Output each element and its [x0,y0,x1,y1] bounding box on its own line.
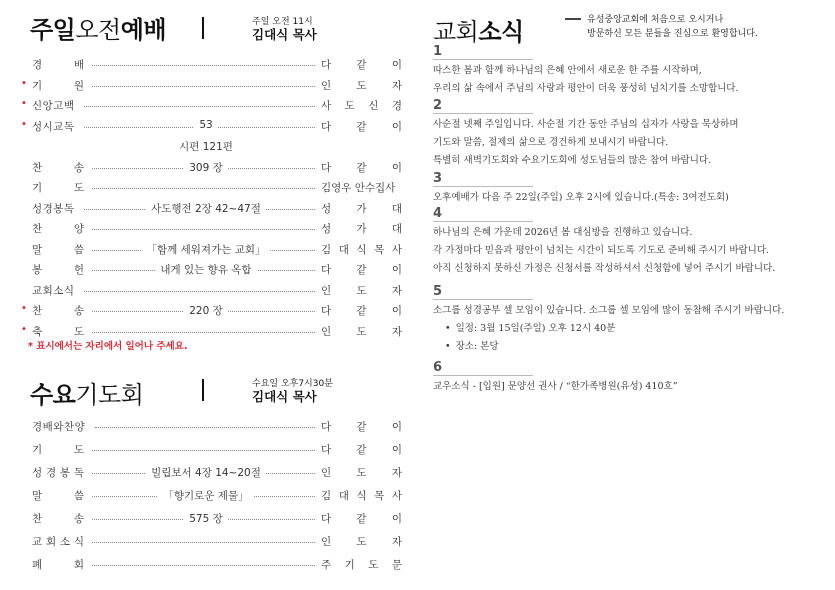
order-row [32,557,407,575]
news-rule [433,375,533,376]
news-item [433,171,729,207]
order-label-char: 독 [73,467,84,479]
order-leader-char: 다 [321,120,332,133]
order-leader-char: 도 [356,79,367,92]
order-label [32,511,84,526]
news-item [433,284,784,356]
order-row [32,419,407,437]
dotted-leader [92,63,315,66]
order-label-char: 기 [32,182,43,194]
order-label-char: 원 [73,79,84,92]
order-leader-name [321,221,402,236]
order-detail [102,242,310,257]
order-detail-text: 309 장 [184,162,228,174]
news-text [433,378,678,396]
order-detail [102,160,310,175]
order-label-char: 성경봉독 [32,202,75,215]
order-leader-char: 다 [321,305,332,317]
wednesday-service-title: 수요기도회 [30,381,144,409]
order-label [32,419,85,434]
order-leader-char: 가 [356,202,367,215]
order-label-char: 찬 [32,223,43,235]
order-leader-char: 목 [374,243,385,256]
order-leader-name [321,442,402,457]
news-text [433,116,739,170]
order-detail [102,465,310,480]
sunday-order-list [21,57,407,357]
order-leader-char: 김영우 안수집사 [321,182,396,194]
order-label-char: 교 [32,536,43,548]
required-standing-bullet: • [21,323,27,335]
order-row [32,511,407,529]
order-leader-char: 같 [356,421,367,433]
order-leader-char: 대 [338,243,349,256]
order-label-char: 폐 [32,559,43,571]
order-label-char: 기 [32,79,43,92]
order-label-char: 신앙고백 [32,100,75,112]
order-leader-name [321,465,402,480]
order-leader-char: 인 [321,536,332,548]
order-leader-char: 이 [391,120,402,133]
order-leader-char: 목 [374,490,385,502]
order-leader-char: 김 [321,490,332,502]
news-item [433,98,739,170]
order-label-char: 봉 [59,467,71,479]
news-number: 1 [433,44,443,59]
order-leader-char: 자 [391,284,402,297]
order-leader-char: 도 [356,536,367,548]
order-leader-char: 도 [356,284,367,297]
order-row [32,160,407,178]
order-detail-text: 53 [194,119,217,131]
order-leader-char: 같 [356,264,367,276]
order-leader-char: 도 [344,100,355,112]
order-leader-char: 다 [321,161,332,174]
order-label-char: 말 [32,243,43,256]
order-label-char: 성 [32,467,43,479]
order-leader-char: 사 [321,100,332,112]
dotted-leader [92,563,315,566]
order-leader-name [321,283,402,298]
dotted-leader [92,227,315,230]
order-label-char: 경 [32,59,43,71]
order-detail-text: 시편 121편 [174,141,238,153]
order-label [32,57,84,72]
order-label-char: 씀 [73,490,84,502]
news-item [433,360,678,396]
required-standing-bullet: • [21,118,27,130]
order-leader-char: 이 [391,513,402,525]
order-leader-char: 이 [391,444,402,456]
order-leader-char: 인 [321,79,332,92]
order-label [32,324,84,339]
order-label-char: 봉 [32,264,43,276]
dotted-leader [92,448,315,451]
order-detail-text: 내게 있는 향유 옥합 [155,264,256,276]
order-row [32,262,407,280]
wednesday-service-time: 수요일 오후7시30분 [252,379,333,389]
order-leader-name [321,57,402,72]
order-detail-text: 빌립보서 4장 14~20절 [146,467,266,479]
news-line: 우리의 삶 속에서 주님의 사랑과 평안이 더욱 풍성히 넘치기를 소망합니다. [433,83,739,94]
order-detail-text: 「함께 세워져가는 교회」 [142,244,271,256]
welcome-line-1: 유성중앙교회에 처음으로 오시거나 [587,15,724,25]
news-rule [433,221,533,222]
order-label [32,242,84,257]
welcome-line-2: 방문하신 모든 분들을 진심으로 환영합니다. [587,29,758,39]
order-detail [102,201,310,216]
order-label [32,488,84,503]
dotted-leader [92,186,315,189]
order-detail [102,262,310,277]
order-leader-char: 도 [356,325,367,338]
order-leader-name [321,557,402,572]
order-leader-name [321,119,402,134]
order-row [32,442,407,460]
order-label-char: 경 [45,467,57,479]
order-detail [102,511,310,526]
order-leader-name [321,98,402,113]
dotted-leader [92,540,315,543]
order-row [32,488,407,506]
order-label-char: 회 [45,536,57,548]
order-leader-char: 같 [356,444,367,456]
order-label-char: 도 [73,325,84,338]
order-leader-char: 대 [391,202,402,215]
order-leader-char: 다 [321,59,332,71]
order-leader-char: 성 [321,223,332,235]
order-label-char: 도 [73,182,84,194]
order-leader-char: 다 [321,444,332,456]
order-leader-name [321,303,402,318]
required-standing-bullet: • [21,98,27,109]
order-leader-char: 이 [391,59,402,71]
order-leader-char: 같 [356,59,367,71]
news-line: 아직 신청하지 못하신 가정은 신청서를 작성하셔서 신청함에 넣어 주시기 바랍니다. [433,263,776,274]
required-standing-bullet: • [21,77,27,89]
order-leader-name [321,242,402,257]
order-leader-char: 자 [391,467,402,479]
order-row [32,534,407,552]
order-leader-char: 사 [391,243,402,256]
order-detail-text: 575 장 [184,513,228,525]
order-label [32,98,75,113]
order-label-char: 헌 [73,264,84,276]
order-row [32,242,407,260]
order-label-char: 송 [73,513,84,525]
order-leader-char: 주 [321,559,332,571]
wednesday-preacher: 김대식 목사 [252,389,317,404]
order-label [32,557,84,572]
order-leader-char: 다 [321,513,332,525]
news-rule [433,113,533,114]
dotted-leader [84,289,315,292]
news-number: 3 [433,171,443,186]
order-label [32,303,84,318]
order-leader-char: 김 [321,243,332,256]
order-leader-char: 성 [321,202,332,215]
order-leader-char: 기 [344,559,355,571]
order-leader-name [321,201,402,216]
church-news-title: 교회소식 [433,18,524,46]
order-leader-name [321,160,402,175]
order-label-char: 성시교독 [32,120,75,133]
news-rule [433,59,533,60]
news-line: 사순절 넷째 주일입니다. 사순절 기간 동안 주님의 십자가 사랑을 묵상하며 [433,119,739,130]
news-bullet: • 장소: 본당 [433,338,784,356]
news-number: 5 [433,284,443,299]
order-row [21,77,407,96]
order-leader-char: 경 [391,100,402,112]
order-label [32,465,84,480]
order-label [32,442,84,457]
order-row [32,57,407,75]
news-text [433,224,775,278]
dotted-leader [95,425,315,428]
order-leader-char: 도 [368,559,379,571]
order-label [32,119,75,134]
order-label-char: 회 [73,559,84,571]
order-detail [102,488,310,503]
order-leader-char: 이 [391,305,402,317]
sunday-preacher: 김대식 목사 [252,27,317,42]
order-label-char: 배 [73,59,84,71]
order-leader-char: 대 [338,490,349,502]
order-label-char: 기 [32,444,43,456]
news-item [433,44,739,98]
order-label [32,221,84,236]
news-line: 기도와 말씀, 절제의 삶으로 경건하게 보내시기 바랍니다. [433,137,669,148]
order-leader-name [321,78,402,93]
order-row [32,139,407,157]
order-leader-char: 식 [356,243,367,256]
news-bullet: • 일정: 3월 15일(주일) 오후 12시 40분 [433,320,784,338]
order-leader-name [321,324,402,339]
order-label-char: 찬 [32,305,43,317]
news-text [433,302,784,356]
order-detail [102,139,310,154]
wednesday-order-list [32,419,407,579]
order-label-char: 소 [59,536,71,548]
order-detail-text: 「향기로운 제물」 [158,490,253,502]
order-leader-char: 이 [391,421,402,433]
order-leader-char: 같 [356,120,367,133]
order-leader-char: 같 [356,513,367,525]
order-leader-char: 자 [391,536,402,548]
news-rule [433,186,533,187]
order-leader-char: 도 [356,467,367,479]
order-label-char: 찬 [32,513,43,525]
sunday-service-title: 주일오전예배 [30,16,167,44]
order-label [32,534,84,549]
order-leader-char: 이 [391,161,402,174]
news-text [433,62,739,98]
news-line: 소그룹 성경공부 셀 모임이 있습니다. 소그룹 셀 모임에 많이 동참해 주시기 바랍니다. [433,305,785,316]
order-label [32,201,75,216]
standing-note: * 표시에서는 자리에서 일어나 주세요. [28,341,188,352]
order-leader-name [321,488,402,503]
order-label-char: 양 [73,223,84,235]
order-leader-char: 자 [391,79,402,92]
news-line: 하나님의 은혜 가운데 2026년 봄 대심방을 진행하고 있습니다. [433,227,693,238]
order-label [32,262,84,277]
order-leader-char: 같 [356,161,367,174]
order-detail-text: 220 장 [184,305,228,317]
welcome-dash [565,18,581,20]
order-leader-char: 다 [321,421,332,433]
order-row [21,98,407,116]
news-text [433,189,729,207]
order-leader-name [321,180,402,195]
order-leader-char: 다 [321,264,332,276]
news-line: 각 가정마다 믿음과 평안이 넘치는 시간이 되도록 기도로 준비해 주시기 바랍니다. [433,245,770,256]
order-leader-name [321,262,402,277]
order-detail [102,303,310,318]
news-rule [433,299,533,300]
title-divider [202,379,204,401]
order-leader-char: 식 [356,490,367,502]
order-leader-name [321,511,402,526]
order-row [21,303,407,321]
order-label [32,78,84,93]
order-row [32,283,407,301]
order-leader-char: 사 [391,490,402,502]
order-leader-char: 신 [368,100,379,112]
order-leader-char: 인 [321,325,332,338]
dotted-leader [84,104,315,107]
order-label-char: 교회소식 [32,284,75,297]
order-label-char: 경배와찬양 [32,421,86,433]
order-label-char: 식 [73,536,84,548]
order-label-char: 씀 [73,243,84,256]
required-standing-bullet: • [21,303,27,314]
order-leader-char: 인 [321,467,332,479]
order-label [32,180,84,195]
order-row [21,118,407,137]
sunday-service-time: 주일 오전 11시 [252,17,313,27]
order-label-char: 송 [73,305,84,317]
news-line: 따스한 봄과 함께 하나님의 은혜 안에서 새로운 한 주를 시작하며, [433,65,702,76]
dotted-leader [92,330,315,333]
order-leader-char: 이 [391,264,402,276]
order-row [32,180,407,198]
order-leader-name [321,534,402,549]
order-leader-char: 대 [391,223,402,235]
order-row [32,221,407,239]
order-leader-char: 같 [356,305,367,317]
order-label [32,160,84,175]
news-line: 오후예배가 다음 주 22일(주일) 오후 2시에 있습니다.(특송: 3여전도회) [433,192,729,203]
order-label-char: 축 [32,325,43,338]
order-detail [102,119,310,131]
title-divider [202,17,204,39]
news-list [433,44,823,394]
order-label-char: 송 [73,161,84,174]
order-detail-text: 사도행전 2장 42~47절 [146,203,266,215]
news-line: 교우소식 - [입원] 문양선 권사 / “한가족병원(유성) 410호” [433,381,678,392]
order-leader-char: 자 [391,325,402,338]
order-row [32,465,407,483]
news-number: 4 [433,206,443,221]
order-label [32,283,75,298]
order-leader-char: 인 [321,284,332,297]
news-item [433,206,775,278]
news-line: 특별히 새벽기도회와 수요기도회에 성도님들의 많은 참여 바랍니다. [433,155,712,166]
order-row [32,201,407,219]
order-leader-char: 가 [356,223,367,235]
news-number: 6 [433,360,443,375]
order-label-char: 찬 [32,161,43,174]
news-number: 2 [433,98,443,113]
order-label-char: 도 [73,444,84,456]
order-leader-char: 문 [391,559,402,571]
order-leader-name [321,419,402,434]
order-label-char: 말 [32,490,43,502]
dotted-leader [92,84,315,87]
